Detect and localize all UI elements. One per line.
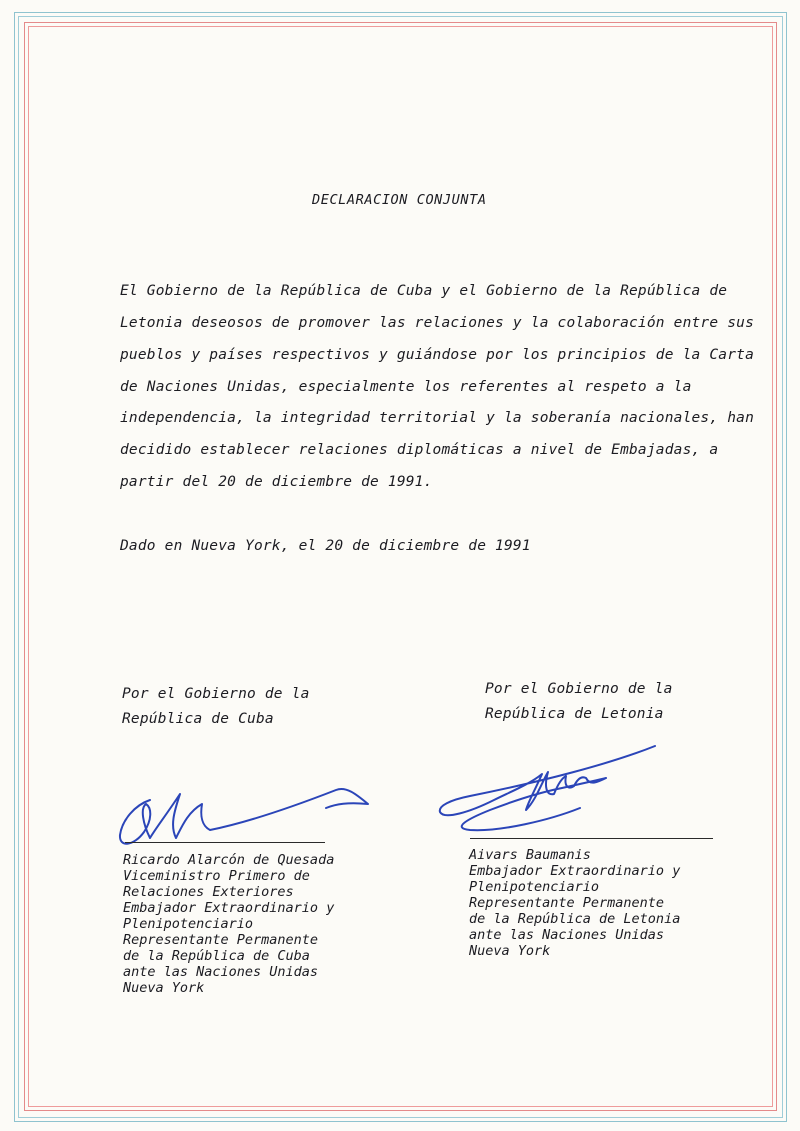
left-heading-line-1: Por el Gobierno de la: [122, 686, 310, 702]
right-signer-line: Representante Permanente: [469, 895, 665, 911]
left-signer-line: Relaciones Exteriores: [123, 884, 294, 900]
paragraph-line: Letonia deseosos de promover las relaciones y la colaboración entre sus: [120, 315, 755, 331]
left-heading-line-2: República de Cuba: [122, 711, 274, 727]
right-signer-line: Aivars Baumanis: [469, 847, 591, 863]
left-signer-line: de la República de Cuba: [123, 948, 310, 964]
left-signer-line: Viceministro Primero de: [123, 868, 310, 884]
right-signer-line: Embajador Extraordinario y: [469, 863, 681, 879]
left-signer-line: Nueva York: [123, 980, 205, 996]
paragraph-line: independencia, la integridad territorial y la soberanía nacionales, han: [120, 410, 755, 426]
right-signer-line: Plenipotenciario: [469, 879, 600, 895]
right-signer-line: Nueva York: [469, 943, 551, 959]
left-signer-line: Ricardo Alarcón de Quesada: [123, 852, 335, 868]
left-signer-line: Representante Permanente: [123, 932, 319, 948]
paragraph-line: partir del 20 de diciembre de 1991.: [120, 474, 433, 490]
right-signer-block: [469, 847, 680, 959]
paragraph-line: de Naciones Unidas, especialmente los referentes al respeto a la: [120, 379, 692, 395]
document-title: DECLARACION CONJUNTA: [312, 192, 487, 208]
left-signer-line: Plenipotenciario: [123, 916, 254, 932]
left-signature-line: [125, 842, 325, 843]
right-heading-line-2: República de Letonia: [485, 706, 664, 722]
left-signer-line: ante las Naciones Unidas: [123, 964, 319, 980]
right-signer-line: de la República de Letonia: [469, 911, 681, 927]
paragraph-line: decidido establecer relaciones diplomáticas a nivel de Embajadas, a: [120, 442, 719, 458]
right-signer-line: ante las Naciones Unidas: [469, 927, 665, 943]
right-signature-line: [470, 838, 713, 839]
signature-alarcon: [110, 760, 390, 855]
signature-baumanis: [430, 738, 670, 838]
right-heading-line-1: Por el Gobierno de la: [485, 681, 673, 697]
paragraph-line: pueblos y países respectivos y guiándose por los principios de la Carta: [120, 347, 755, 363]
paragraph-line: El Gobierno de la República de Cuba y el Gobierno de la República de: [120, 283, 728, 299]
date-line: Dado en Nueva York, el 20 de diciembre de 1991: [120, 538, 531, 554]
left-signer-block: [123, 852, 334, 996]
left-signer-line: Embajador Extraordinario y: [123, 900, 335, 916]
